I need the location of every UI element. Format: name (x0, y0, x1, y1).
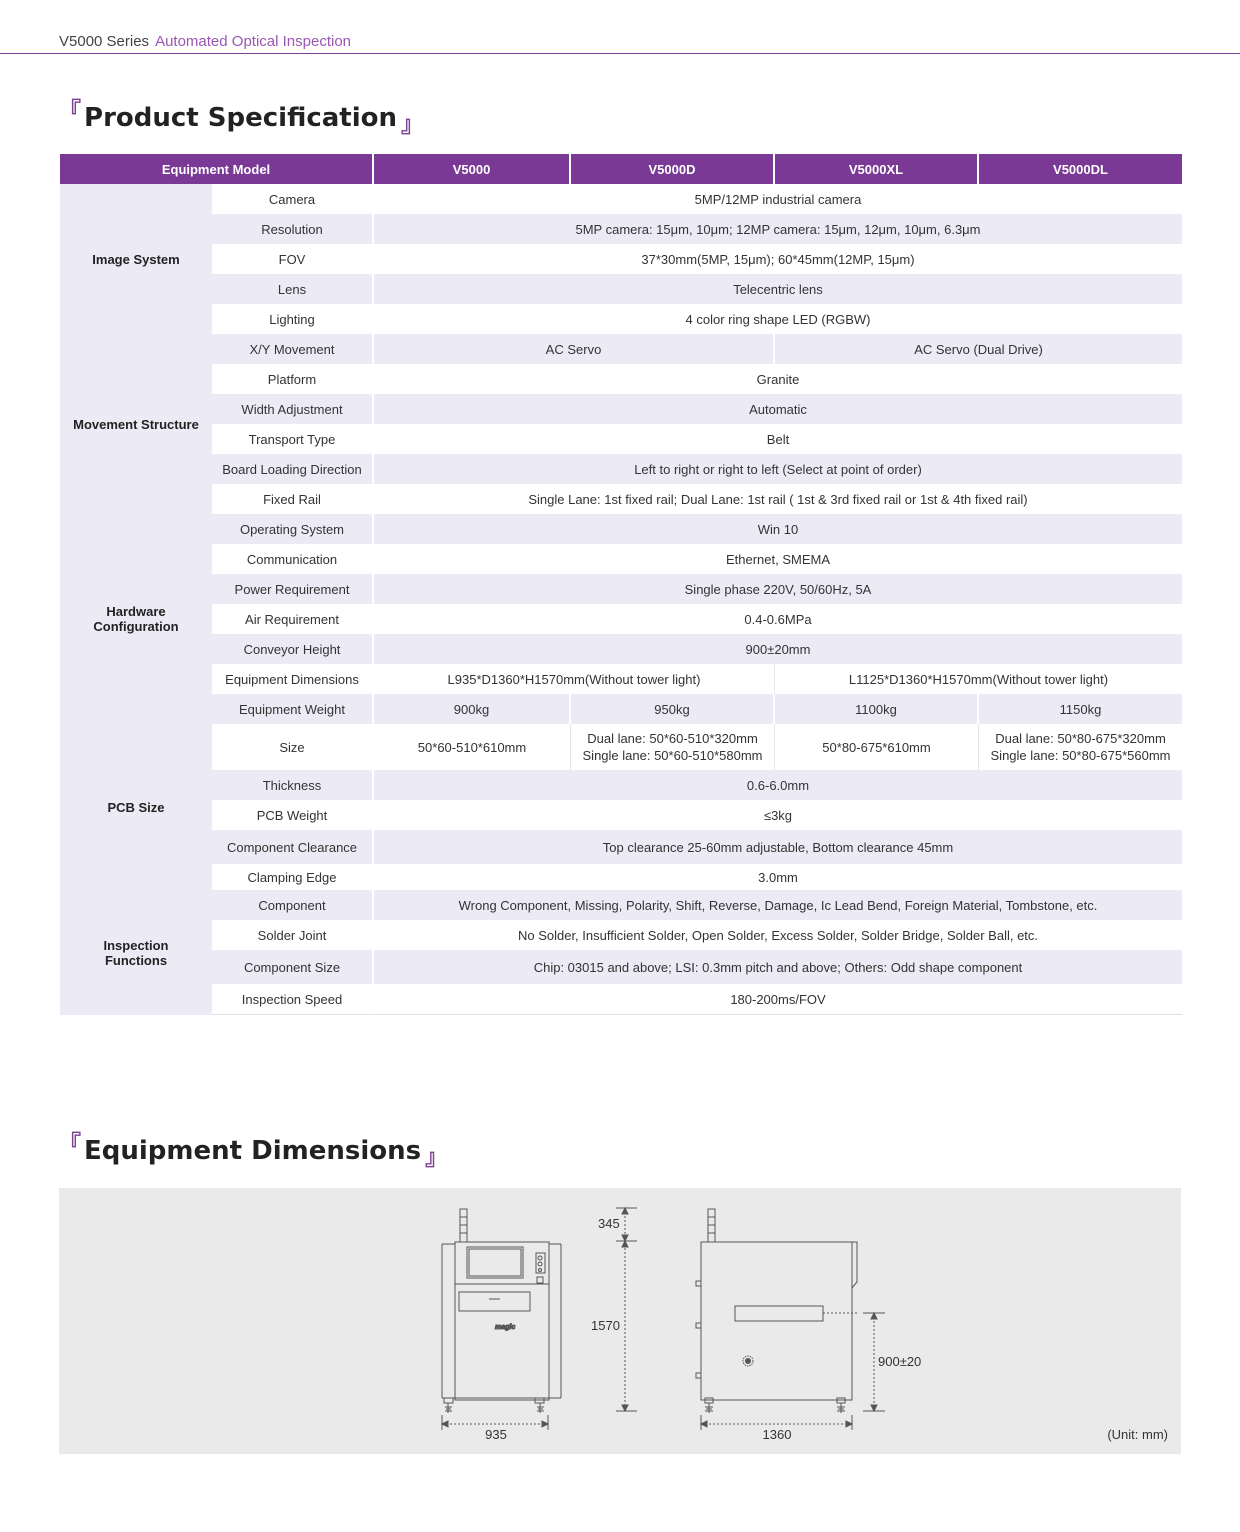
row-value: L935*D1360*H1570mm(Without tower light) (374, 664, 775, 694)
category-image-system: Image System (60, 184, 212, 334)
table-row (60, 770, 1182, 800)
row-label: Operating System (212, 514, 374, 544)
category-pcb-size: PCB Size (60, 724, 212, 890)
dims-section-title: 『 Equipment Dimensions $_』$ (59, 1132, 448, 1171)
row-value: 0.4-0.6MPa (744, 611, 812, 627)
row-value: AC Servo (374, 334, 775, 364)
table-row (60, 634, 1182, 664)
dim-tower: 345 (598, 1216, 620, 1231)
row-label: Conveyor Height (212, 634, 374, 664)
table-row (60, 214, 1182, 244)
row-value: 5MP camera: 15μm, 10μm; 12MP camera: 15μm, 12μm, 10μm, 6.3μm (374, 214, 1182, 244)
table-row (60, 364, 1182, 394)
row-label: Fixed Rail (212, 484, 374, 514)
row-value: 4 color ring shape LED (RGBW) (685, 311, 871, 327)
table-row (60, 800, 1182, 830)
row-value: 950kg (571, 694, 775, 724)
row-label: Camera (212, 184, 374, 214)
table-row (60, 514, 1182, 544)
front-view (442, 1209, 561, 1430)
row-value: 0.6-6.0mm (374, 770, 1182, 800)
row-value: Single Lane: 1st fixed rail; Dual Lane: 1st rail ( 1st & 3rd fixed rail or 1st & 4th fixed rail) (528, 491, 1028, 507)
table-row (60, 694, 1182, 724)
row-label: Equipment Dimensions (212, 664, 374, 694)
unit-label: (Unit: mm) (1107, 1427, 1168, 1442)
table-row (60, 484, 1182, 514)
row-label: FOV (212, 244, 374, 274)
row-value: Wrong Component, Missing, Polarity, Shift, Reverse, Damage, Ic Lead Bend, Foreign Material, Tombstone, etc. (374, 890, 1182, 920)
spec-title-text: Product Specification (84, 103, 398, 133)
row-label: Platform (212, 364, 374, 394)
table-row (60, 920, 1182, 950)
row-value: ≤3kg (763, 807, 793, 823)
row-value: 50*80-675*610mm (775, 724, 979, 770)
category-movement-structure: Movement Structure (60, 334, 212, 514)
table-row (60, 890, 1182, 920)
table-row (60, 830, 1182, 864)
dimensions-panel (59, 1188, 1181, 1454)
table-row (60, 184, 1182, 214)
row-label: X/Y Movement (212, 334, 374, 364)
row-label: Air Requirement (212, 604, 374, 634)
row-value: AC Servo (Dual Drive) (775, 334, 1182, 364)
dim-conveyor: 900±20 (878, 1354, 922, 1369)
table-header-row (60, 154, 1182, 184)
table-row (60, 604, 1182, 634)
table-row (60, 394, 1182, 424)
row-value: Telecentric lens (374, 274, 1182, 304)
row-label: Thickness (212, 770, 374, 800)
row-label: Resolution (212, 214, 374, 244)
row-value: Automatic (374, 394, 1182, 424)
row-value: Belt (766, 431, 790, 447)
row-label: Size (212, 724, 374, 770)
category-hardware-configuration: Hardware Configuration (60, 514, 212, 724)
row-label: Transport Type (212, 424, 374, 454)
series-subtitle: Automated Optical Inspection (155, 33, 352, 50)
th-equipment-model: Equipment Model (60, 154, 374, 184)
row-label: Communication (212, 544, 374, 574)
row-value: Single phase 220V, 50/60Hz, 5A (374, 574, 1182, 604)
row-label: Lens (212, 274, 374, 304)
table-row (60, 334, 1182, 364)
row-value: Chip: 03015 and above; LSI: 0.3mm pitch and above; Others: Odd shape component (374, 950, 1182, 984)
table-row (60, 950, 1182, 984)
row-value: 900±20mm (374, 634, 1182, 664)
table-row (60, 424, 1182, 454)
dim-width-front: 935 (485, 1427, 507, 1442)
row-label: Width Adjustment (212, 394, 374, 424)
machine-logo: magic (495, 1324, 516, 1331)
table-row (60, 984, 1182, 1015)
th-model-v5000d: V5000D (571, 154, 775, 184)
row-label: Inspection Speed (212, 984, 374, 1015)
row-value: 37*30mm(5MP, 15μm); 60*45mm(12MP, 15μm) (641, 251, 915, 267)
table-row (60, 864, 1182, 890)
row-value: Top clearance 25-60mm adjustable, Bottom clearance 45mm (374, 830, 1182, 864)
row-value: L1125*D1360*H1570mm(Without tower light) (848, 671, 1109, 687)
row-label: Component Clearance (212, 830, 374, 864)
row-value: 900kg (374, 694, 571, 724)
series-label: V5000 Series Automated Optical Inspection (59, 33, 352, 50)
size-v2-line1: Dual lane: 50*60-510*320mm (587, 731, 758, 746)
th-model-v5000: V5000 (374, 154, 571, 184)
row-value: 3.0mm (758, 869, 798, 885)
row-label: PCB Weight (212, 800, 374, 830)
row-label: Component Size (212, 950, 374, 984)
row-label: Power Requirement (212, 574, 374, 604)
row-value: Win 10 (374, 514, 1182, 544)
table-row (60, 724, 1182, 770)
size-v4-line1: Dual lane: 50*80-675*320mm (995, 731, 1166, 746)
dimension-drawing (59, 1188, 1181, 1454)
row-value: Left to right or right to left (Select at point of order) (374, 454, 1182, 484)
size-v4-line2: Single lane: 50*80-675*560mm (990, 748, 1171, 763)
row-label: Solder Joint (212, 920, 374, 950)
size-v2-line2: Single lane: 50*60-510*580mm (582, 748, 763, 763)
spec-table (60, 154, 1182, 1015)
row-value: 50*60-510*610mm (374, 724, 571, 770)
table-row (60, 274, 1182, 304)
row-label: Lighting (212, 304, 374, 334)
row-value (979, 724, 1182, 770)
page-header (0, 0, 1240, 54)
row-value: 1150kg (979, 694, 1182, 724)
table-row (60, 664, 1182, 694)
row-value: Granite (756, 371, 800, 387)
table-row (60, 244, 1182, 274)
row-label: Equipment Weight (212, 694, 374, 724)
side-view (696, 1209, 859, 1430)
th-model-v5000dl: V5000DL (979, 154, 1182, 184)
table-row (60, 454, 1182, 484)
row-label: Component (212, 890, 374, 920)
dim-height: 1570 (591, 1318, 620, 1333)
table-row (60, 304, 1182, 334)
dim-depth-side: 1360 (762, 1427, 792, 1442)
table-row (60, 544, 1182, 574)
row-value: No Solder, Insufficient Solder, Open Solder, Excess Solder, Solder Bridge, Solder Ball, etc. (517, 927, 1039, 943)
row-value: 1100kg (775, 694, 979, 724)
row-label: Board Loading Direction (212, 454, 374, 484)
row-label: Clamping Edge (212, 864, 374, 890)
row-value: 180-200ms/FOV (374, 984, 1182, 1015)
row-value (571, 724, 775, 770)
row-value: Ethernet, SMEMA (725, 551, 831, 567)
height-dimension (616, 1208, 637, 1411)
th-model-v5000xl: V5000XL (775, 154, 979, 184)
table-row (60, 574, 1182, 604)
category-inspection-functions: Inspection Functions (60, 890, 212, 1015)
spec-section-title: 『 Product Specification $_』$ (59, 99, 424, 138)
row-value: 5MP/12MP industrial camera (694, 191, 862, 207)
dims-title-text: Equipment Dimensions (84, 1136, 422, 1166)
